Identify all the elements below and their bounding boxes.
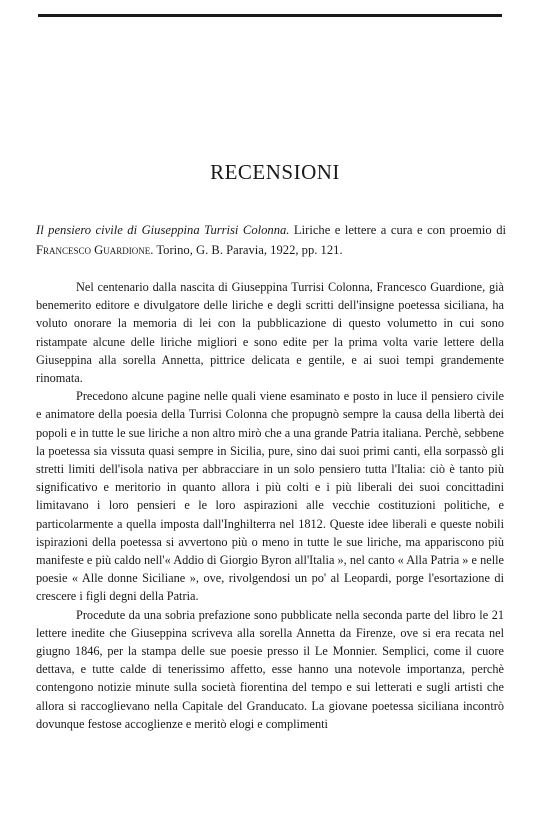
- review-citation: [36, 220, 506, 260]
- editor-name: Francesco Guardione: [36, 243, 151, 257]
- review-body: [36, 278, 504, 733]
- paragraph-3: Procedute da una sobria prefazione sono pubblicate nella seconda parte del libro le 21 lettere inedite che Giuseppina scriveva alla sorella Annetta da Firenze, ove si era recata nel giugno 1846, per la stampa delle sue poesie presso il Le Monnier. Semplici, come il cuore dettava, e tutte calde di tenerissimo affetto, esse hanno una notevole importanza, perchè contengono notizie minute sulla società fiorentina del tempo e sui letterati e sugli artisti che allora si raccoglievano nella Capitale del Granducato. La giovane poetessa siciliana incontrò dovunque festose accoglienze e meritò elogi e complimenti: [36, 607, 504, 731]
- paragraph-2: Precedono alcune pagine nelle quali viene esaminato e posto in luce il pensiero civile e animatore della poesia della Turrisi Colonna che propugnò sempre la causa della libertà dei popoli e in tutte le sue liriche a non altro mirò che a una grande Patria italiana. Perchè, sebbene la poetessa sia vissuta quasi sempre in Sicilia, pure, sino dai suoi primi canti, ella sorpassò gli stretti limiti dell'isola nativa per abbracciare in un solo pensiero tutta l'Italia: ciò è tanto più significativo e meritorio in quanto allora i più colti e i più liberali dei suoi concittadini limitavano i loro pensieri e le loro aspirazioni alle vecchie costituzioni politiche, e particolarmente a quella imposta dall'Inghilterra nel 1812. Queste idee liberali e queste nobili ispirazioni della poetessa si avvertono più o meno in tutte le sue liriche, ma appariscono più manifeste e più caldo nell'« Addio di Giorgio Byron all'Italia », nel canto « Alla Patria » e nelle poesie « Alle donne Siciliane », ove, rivolgendosi un po' al Leopardi, porge l'esortazione di crescere i figli degni della Patria.: [36, 389, 504, 604]
- paragraph-1: Nel centenario dalla nascita di Giuseppina Turrisi Colonna, Francesco Guardione, già benemerito editore e divulgatore delle liriche e degli scritti dell'insigne poetessa siciliana, ha voluto onorare la memoria di lei con la pubblicazione di questo volumetto in cui sono ristampate alcune delle liriche migliori e sono edite per la prima volta varie lettere della Giuseppina alla sorella Annetta, pittrice delicata e gentile, e ai suoi tempi grandemente rinomata.: [36, 280, 504, 386]
- citation-description: Liriche e lettere a cura e con proemio di: [289, 223, 506, 237]
- publication-info: . Torino, G. B. Paravia, 1922, pp. 121.: [150, 243, 343, 257]
- top-rule: [38, 14, 502, 17]
- work-title: Il pensiero civile di Giuseppina Turrisi Colonna.: [36, 223, 290, 237]
- page-title: RECENSIONI: [210, 160, 340, 184]
